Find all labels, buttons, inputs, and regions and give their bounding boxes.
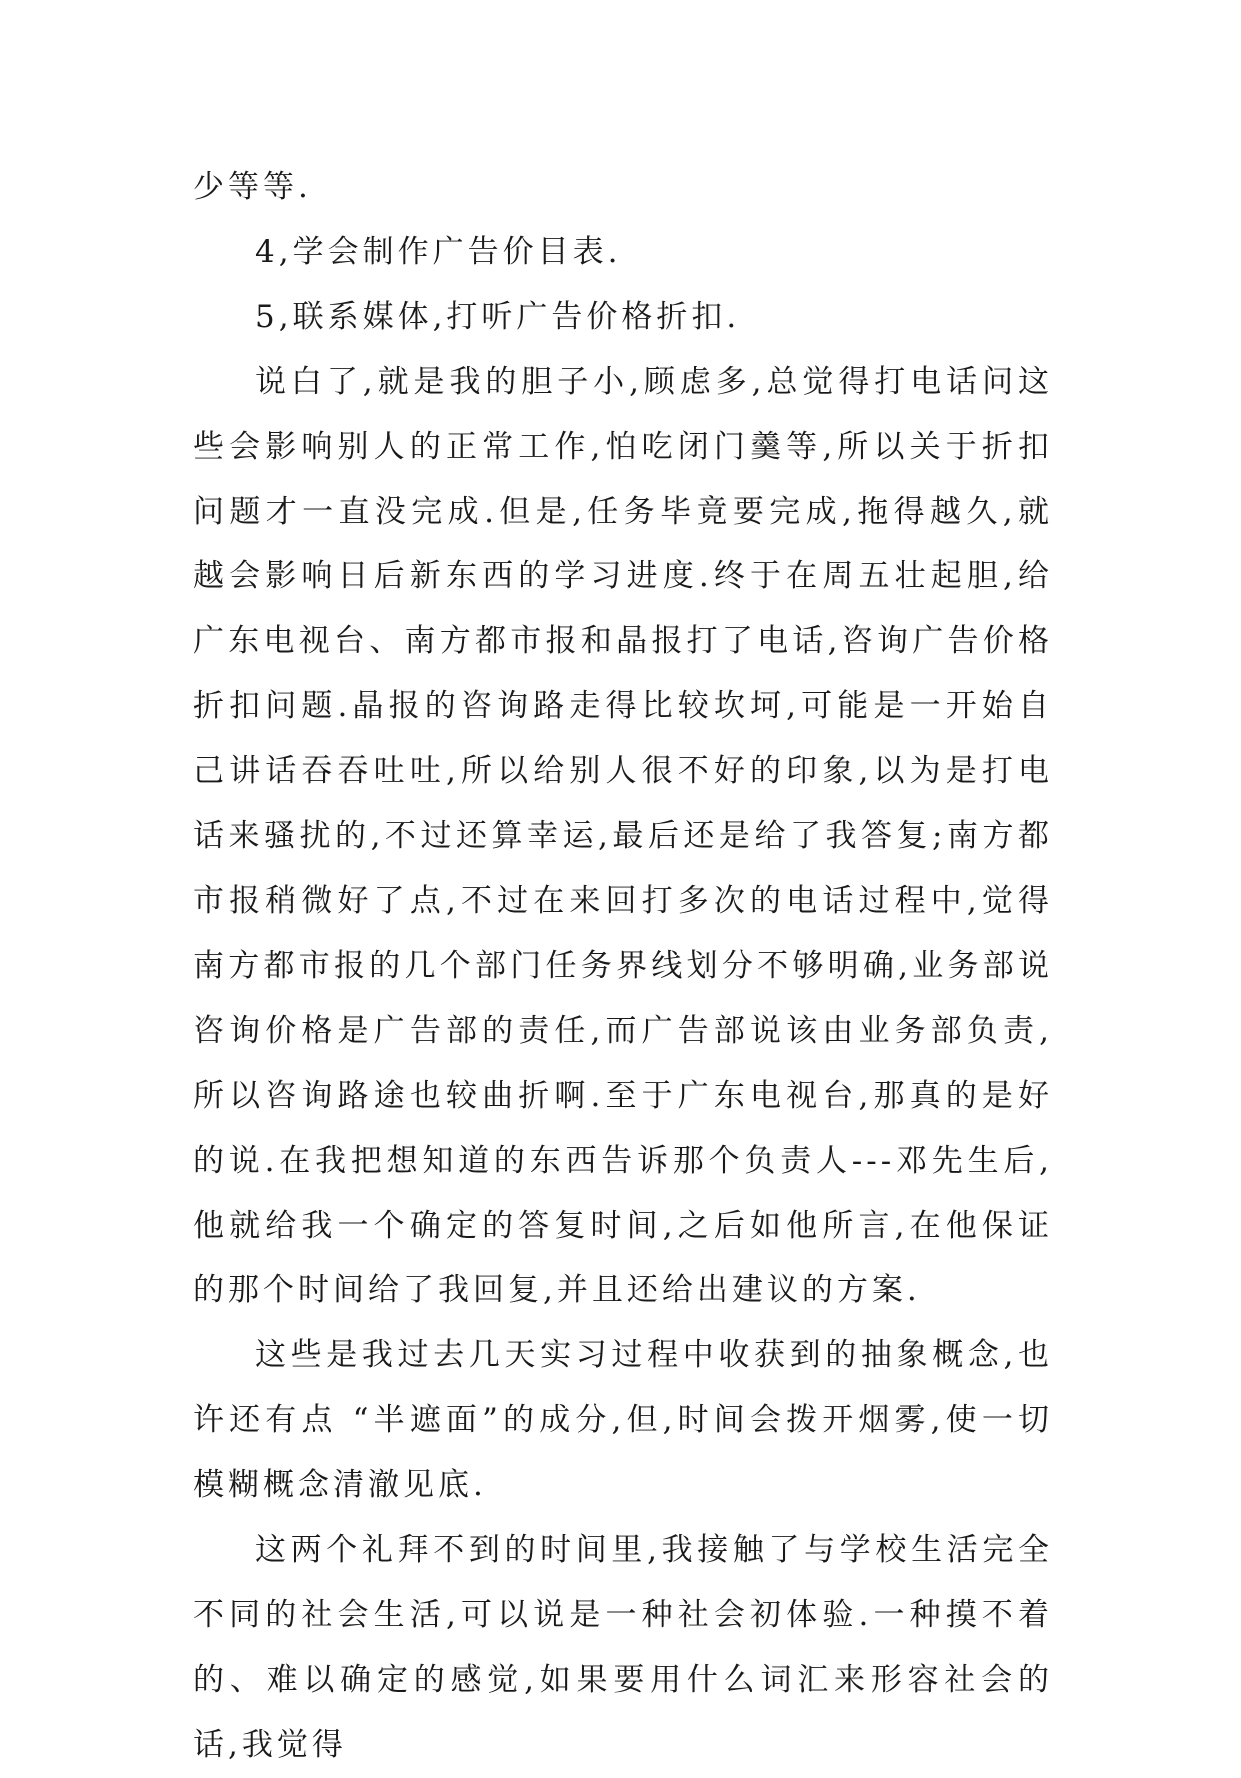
- paragraph: 这两个礼拜不到的时间里,我接触了与学校生活完全不同的社会生活,可以说是一种社会初体验.一种摸不着的、难以确定的感觉,如果要用什么词汇来形容社会的话,我觉得: [193, 1532, 1053, 1763]
- list-item-4: 4,学会制作广告价目表.: [255, 233, 622, 270]
- document-body: [193, 155, 1053, 1778]
- list-item-5: 5,联系媒体,打听广告价格折扣.: [255, 298, 741, 335]
- paragraph-continuation: 少等等.: [193, 169, 312, 205]
- paragraph: 说白了,就是我的胆子小,顾虑多,总觉得打电话问这些会影响别人的正常工作,怕吃闭门羹等,所以关于折扣问题才一直没完成.但是,任务毕竟要完成,拖得越久,就越会影响日后新东西的学习进度.终于在周五壮起胆,给广东电视台、南方都市报和晶报打了电话,咨询广告价格折扣问题.晶报的咨询路走得比较坎坷,可能是一开始自己讲话吞吞吐吐,所以给别人很不好的印象,以为是打电话来骚扰的,不过还算幸运,最后还是给了我答复;南方都市报稍微好了点,不过在来回打多次的电话过程中,觉得南方都市报的几个部门任务界线划分不够明确,业务部说咨询价格是广告部的责任,而广告部说该由业务部负责,所以咨询路途也较曲折啊.至于广东电视台,那真的是好的说.在我把想知道的东西告诉那个负责人---邓先生后,他就给我一个确定的答复时间,之后如他所言,在他保证的那个时间给了我回复,并且还给出建议的方案.: [193, 363, 1053, 1309]
- paragraph: 这些是我过去几天实习过程中收获到的抽象概念,也许还有点 “半遮面”的成分,但,时间会拨开烟雾,使一切模糊概念清澈见底.: [193, 1337, 1053, 1504]
